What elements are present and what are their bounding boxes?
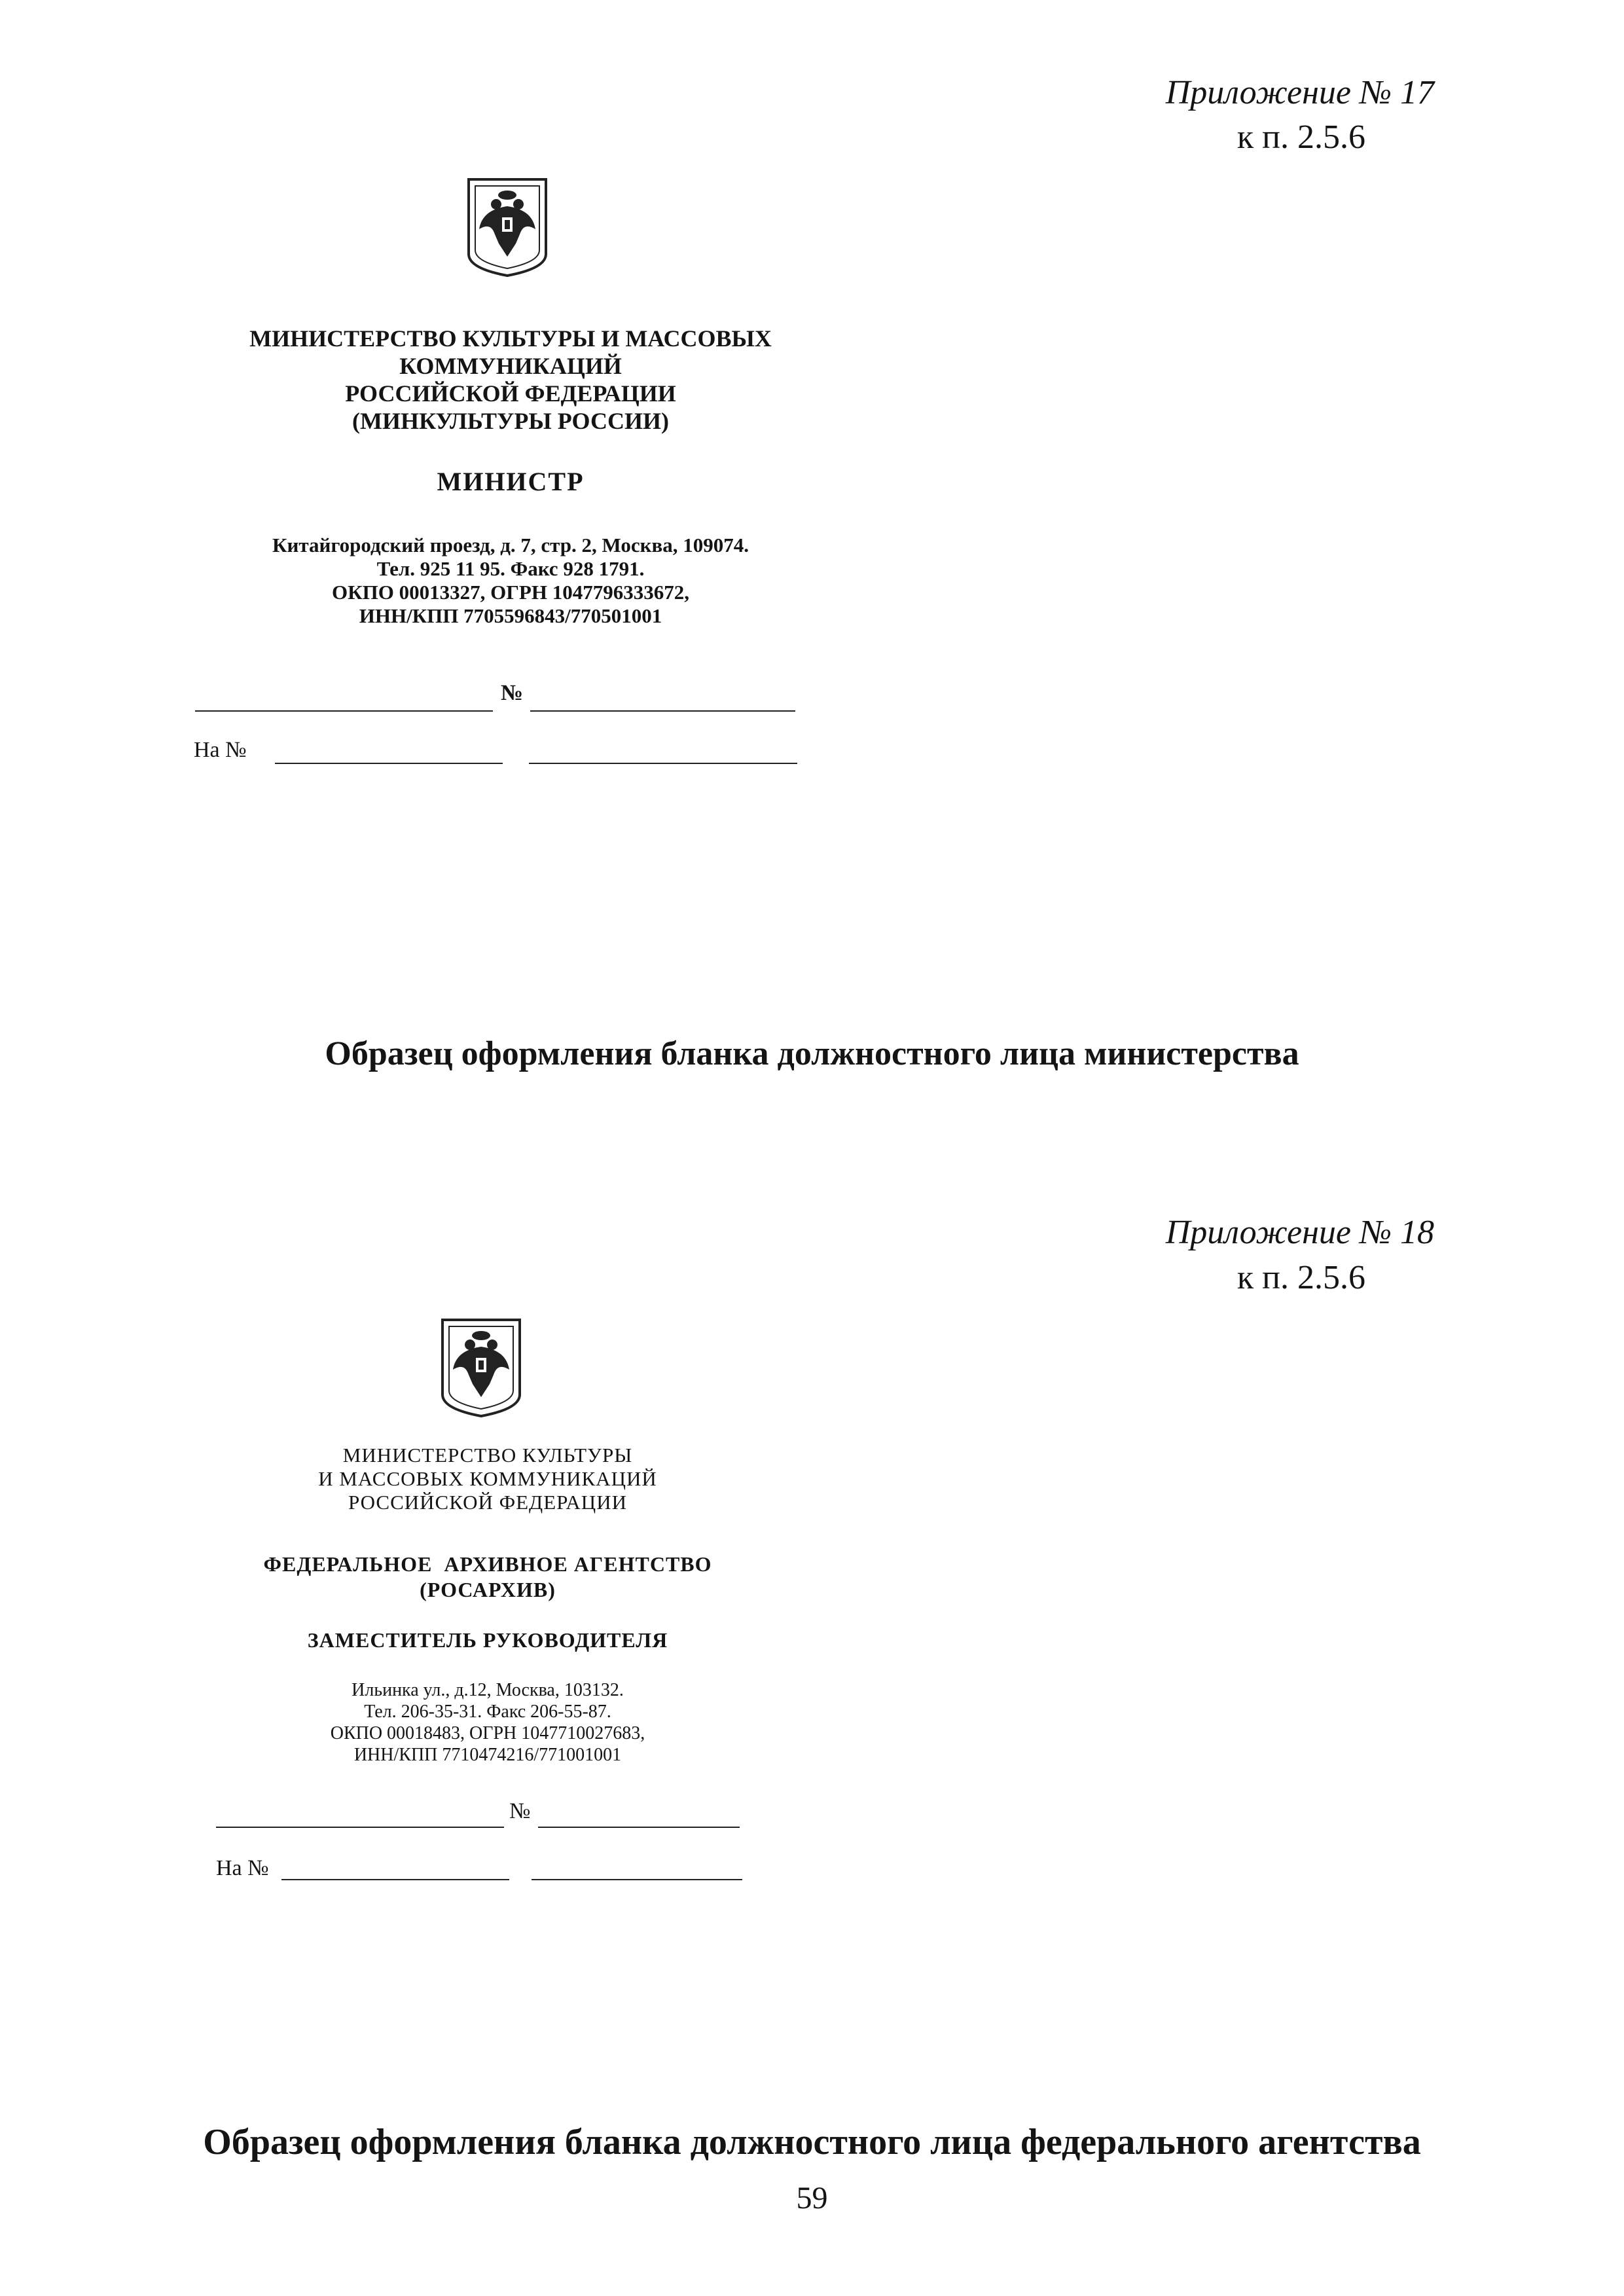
ministry-name-18 [209,1444,766,1514]
address-line: Тел. 925 11 95. Факс 928 1791. [376,557,645,580]
agency-name-18 [209,1552,766,1603]
date-line-18 [216,1827,504,1828]
appendix-18-ref: к п. 2.5.6 [1236,1259,1365,1296]
address-line: ИНН/КПП 7710474216/771001001 [353,1745,622,1765]
position-title-17: МИНИСТР [437,467,585,496]
appendix-17-ref: к п. 2.5.6 [1236,118,1365,156]
ministry-line: РОССИЙСКОЙ ФЕДЕРАЦИИ [348,1491,627,1514]
address-line: ОКПО 00018483, ОГРН 1047710027683, [330,1723,645,1743]
coat-of-arms-icon [439,1317,524,1419]
date-line-17 [195,710,493,712]
number-sign-17: № [501,681,524,705]
reply-label-18: На № [216,1856,269,1880]
ministry-line: РОССИЙСКОЙ ФЕДЕРАЦИИ [345,380,676,407]
ministry-line: И МАССОВЫХ КОММУНИКАЦИЙ [318,1467,657,1490]
position-title-18: ЗАМЕСТИТЕЛЬ РУКОВОДИТЕЛЯ [307,1628,668,1652]
address-line: ОКПО 00013327, ОГРН 1047796333672, [332,581,689,604]
address-line: Ильинка ул., д.12, Москва, 103132. [352,1680,624,1700]
appendix-18-label: Приложение № 18 [1165,1214,1434,1251]
reply-number-line-18 [281,1879,509,1880]
address-line: Тел. 206-35-31. Факс 206-55-87. [364,1702,611,1722]
caption-18: Образец оформления бланка должностного лица федерального агентства [203,2122,1421,2162]
address-line: Китайгородский проезд, д. 7, стр. 2, Москва, 109074. [272,534,749,556]
reply-date-line-18 [532,1879,742,1880]
coat-of-arms-icon [465,177,550,278]
caption-17: Образец оформления бланка должностного лица министерства [325,1035,1299,1072]
reply-date-line-17 [529,763,797,764]
number-line-18 [538,1827,740,1828]
address-block-17 [183,534,838,628]
ministry-line: МИНИСТЕРСТВО КУЛЬТУРЫ [342,1444,633,1467]
agency-line: (РОСАРХИВ) [420,1578,556,1601]
appendix-17-label: Приложение № 17 [1165,74,1434,111]
ministry-name-17 [183,325,838,435]
ministry-line: МИНИСТЕРСТВО КУЛЬТУРЫ И МАССОВЫХ [249,325,772,352]
address-line: ИНН/КПП 7705596843/770501001 [359,604,662,627]
reply-label-17: На № [194,738,247,762]
ministry-line: (МИНКУЛЬТУРЫ РОССИИ) [352,408,669,434]
number-sign-18: № [509,1799,531,1823]
page-number: 59 [796,2181,828,2215]
address-block-18 [209,1679,766,1766]
number-line-17 [530,710,795,712]
reply-number-line-17 [275,763,503,764]
ministry-line: КОММУНИКАЦИЙ [399,353,622,379]
agency-line: ФЕДЕРАЛЬНОЕ АРХИВНОЕ АГЕНТСТВО [263,1552,712,1576]
